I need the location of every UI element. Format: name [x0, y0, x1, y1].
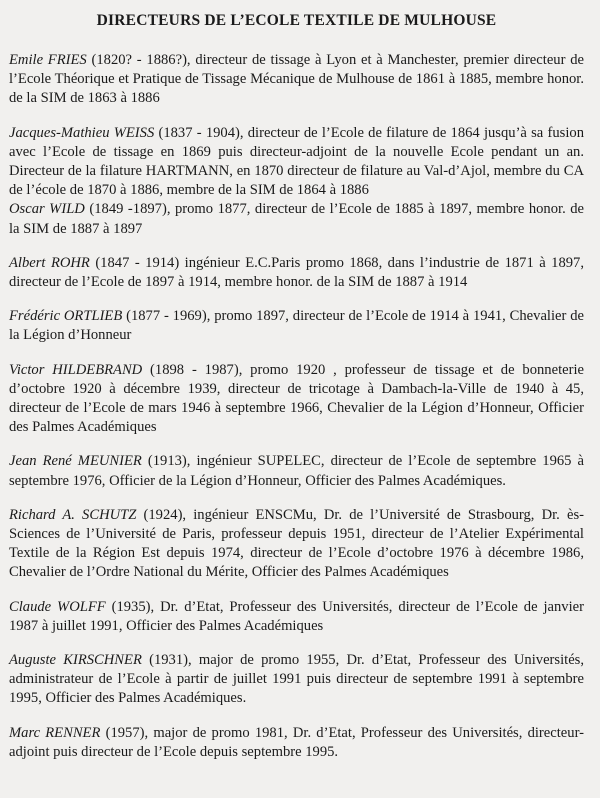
director-bio: (1877 - 1969), promo 1897, directeur de l’Ecole de 1914 à 1941, Chevalier de la Légion d’Honneur: [9, 308, 584, 344]
director-bio: (1931), major de promo 1955, Dr. d’Etat, Professeur des Universités, administrateur de l’Ecole à partir de juillet 1991 puis directeur de septembre 1991 à septembre 1995, Officier des Palmes Académiques.: [9, 652, 585, 707]
director-name: Albert ROHR: [9, 254, 90, 271]
director-bio: (1847 - 1914) ingénieur E.C.Paris promo 1868, dans l’industrie de 1871 à 1897, directeur de l’Ecole de 1897 à 1914, membre honor. de la SIM de 1887 à 1914: [9, 254, 584, 291]
director-bio: (1957), major de promo 1981, Dr. d’Etat, Professeur des Universités, directeur-adjoint puis directeur de l’Ecole depuis septembre 1995.: [9, 724, 584, 760]
director-name: Oscar WILD: [9, 201, 85, 218]
director-bio: (1913), ingénieur SUPELEC, directeur de l’Ecole de septembre 1965 à septembre 1976, Officier de la Légion d’Honneur, Officier des Palmes Académiques.: [9, 453, 584, 489]
director-entry-rohr: [9, 254, 584, 292]
director-name: Emile FRIES: [9, 52, 87, 68]
director-name: Richard A. SCHUTZ: [9, 506, 137, 523]
director-bio: (1935), Dr. d’Etat, Professeur des Universités, directeur de l’Ecole de janvier 1987 à juillet 1991, Officier des Palmes Académiques: [9, 598, 584, 634]
director-entry-meunier: [9, 452, 584, 490]
director-name: Jean René MEUNIER: [9, 453, 142, 470]
director-entry-kirschner: [9, 651, 584, 709]
director-bio: (1924), ingénieur ENSCMu, Dr. de l’Université de Strasbourg, Dr. ès-Sciences de l’Université de Paris, professeur depuis 1951, directeur de l’Atelier Expérimental Textile de la Région Est depuis 1974, directeur de l’Ecole d’octobre 1976 à décembre 1986, Chevalier de l’Ordre National du Mérite, Officier des Palmes Académiques: [9, 506, 584, 581]
director-bio: (1820? - 1886?), directeur de tissage à Lyon et à Manchester, premier directeur de l’Ecole Théorique et Pratique de Tissage Mécanique de Mulhouse de 1861 à 1885, membre honor. de la SIM de 1863 à 1886: [9, 52, 584, 107]
director-bio: (1898 - 1987), promo 1920 , professeur de tissage et de bonneterie d’octobre 1920 à décembre 1939, directeur de tricotage à Dambach-la-Ville de 1940 à 45, directeur de l’Ecole de mars 1946 à septembre 1966, Chevalier de la Légion d’Honneur, Officier des Palmes Académiques: [9, 361, 584, 436]
director-name: Victor HILDEBRAND: [9, 361, 143, 378]
director-bio: (1849 -1897), promo 1877, directeur de l’Ecole de 1885 à 1897, membre honor. de la SIM de 1887 à 1897: [9, 201, 584, 237]
director-entry-weiss: [9, 124, 584, 201]
director-name: Marc RENNER: [9, 724, 101, 741]
page-title: DIRECTEURS DE L’ECOLE TEXTILE DE MULHOUSE: [96, 12, 497, 29]
director-entry-wolff: [9, 598, 584, 636]
director-name: Auguste KIRSCHNER: [9, 652, 142, 669]
director-name: Claude WOLFF: [9, 598, 106, 615]
director-name: Frédéric ORTLIEB: [9, 308, 123, 325]
director-entry-fries: [9, 51, 584, 109]
director-entry-hildebrand: [9, 361, 584, 438]
director-entry-ortlieb: [9, 307, 584, 345]
director-bio: (1837 - 1904), directeur de l’Ecole de filature de 1864 jusqu’à sa fusion avec l’Ecole de tissage en 1869 puis directeur-adjoint de la nouvelle Ecole pendant un an. Directeur de la filature HARTMANN, en 1870 directeur de filature au Val-d’Ajol, membre du CA de l’école de 1870 à 1886, membre de la SIM de 1864 à 1886: [9, 124, 584, 199]
director-entry-renner: [9, 724, 584, 762]
director-entry-schutz: [9, 506, 584, 583]
director-name: Jacques-Mathieu WEISS: [9, 124, 155, 141]
director-entry-wild: [9, 200, 584, 238]
